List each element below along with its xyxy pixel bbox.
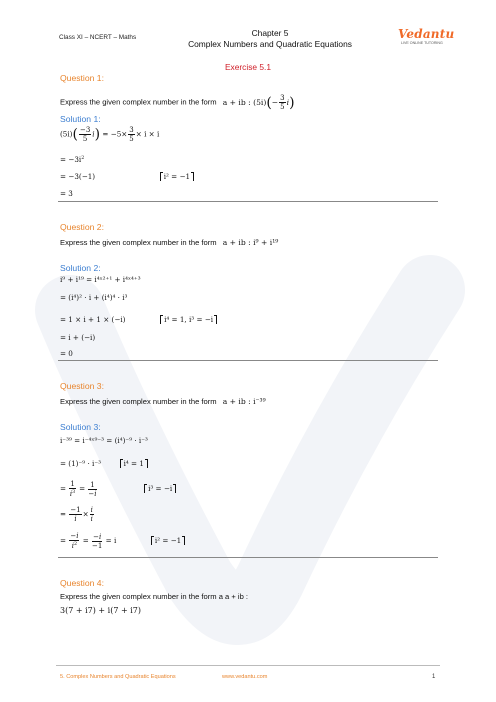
logo-wordmark: Vedantu <box>398 27 455 41</box>
footer-divider <box>56 665 440 666</box>
vedantu-logo <box>398 25 454 45</box>
solution-3-line-3: = $\frac{1}{i^3}$ = $\frac{1}{-i}$ i³ = −i <box>60 480 176 498</box>
solution-1-line-1: (5i)( $\frac{-3}{5}$ i) = −5× $\frac{3}{5}$ × i × i <box>60 126 160 143</box>
divider <box>58 360 438 361</box>
sol2-note: i⁴ = 1, i³ = −i <box>160 315 217 324</box>
question-2-expr: a + ib : i⁹ + i¹⁹ <box>222 238 279 247</box>
solution-2-line-1: i⁹ + i¹⁹ = i⁴ˣ²⁺¹ + i⁴ˣ⁴⁺³ <box>60 275 141 284</box>
footer-website-link[interactable]: www.vedantu.com <box>222 674 268 680</box>
question-1-expr-text: a + ib : (5i) <box>222 97 267 107</box>
sol1-l1-b: = −5× <box>102 129 128 139</box>
solution-1-line-4: = 3 <box>60 189 73 198</box>
question-4-title: Question 4: <box>60 578 104 588</box>
solution-3-line-4: = $\frac{-1}{i}$ × $\frac{i}{i}$ <box>60 506 93 523</box>
question-1-title: Question 1: <box>60 73 104 83</box>
solution-2-line-5: = 0 <box>60 349 73 358</box>
solution-1-title: Solution 1: <box>60 114 101 124</box>
sol3-l5: = i <box>105 536 117 545</box>
question-2-title: Question 2: <box>60 222 104 232</box>
page-number: 1 <box>432 674 436 680</box>
solution-1-line-3 <box>60 172 194 181</box>
question-4-text: Express the given complex number in the form a a + ib : <box>60 592 249 601</box>
question-3-text <box>60 397 266 406</box>
question-3-expr: a + ib : i⁻³⁹ <box>222 397 266 406</box>
question-3-title: Question 3: <box>60 381 104 391</box>
solution-2-line-4: = i + (−i) <box>60 333 96 342</box>
divider <box>58 557 438 558</box>
solution-3-line-2 <box>60 459 148 468</box>
sol1-l1-a: (5i) <box>60 129 73 139</box>
solution-3-line-5: = $\frac{-i}{i^2}$ = $\frac{-i}{-1}$ = i i² = −1 <box>60 532 185 550</box>
sol1-note: i² = −1 <box>160 172 194 181</box>
sol3-l2: = (1)⁻⁹ · i⁻³ <box>60 459 101 468</box>
solution-3-title: Solution 3: <box>60 422 101 432</box>
question-1-prompt: Express the given complex number in the form <box>60 97 217 107</box>
sol1-l1-c: × i × i <box>135 129 160 139</box>
sol3-note-3: i² = −1 <box>151 536 185 545</box>
logo-tagline: LIVE ONLINE TUTORING <box>401 41 443 45</box>
sol1-l2: = −3i <box>60 155 82 164</box>
question-4-expr: 3(7 + i7) + i(7 + i7) <box>60 606 141 615</box>
divider <box>58 201 438 202</box>
sol1-l3: = −3(−1) <box>60 172 96 181</box>
solution-2-title: Solution 2: <box>60 263 101 273</box>
solution-3-line-1: i⁻³⁹ = i⁻⁴ˣ⁹⁻³ = (i⁴)⁻⁹ · i⁻³ <box>60 436 148 445</box>
page-title <box>150 28 390 50</box>
solution-2-line-2: = (i⁴)² · i + (i⁴)⁴ · i³ <box>60 293 128 302</box>
question-1-text <box>60 94 295 111</box>
chapter-subtitle: Complex Numbers and Quadratic Equations <box>188 39 352 49</box>
footer-chapter: 5. Complex Numbers and Quadratic Equations <box>60 674 176 680</box>
exercise-heading: Exercise 5.1 <box>224 62 272 72</box>
question-2-text <box>60 238 278 247</box>
sol3-note-2: i³ = −i <box>144 484 176 493</box>
sol3-note-1: i⁴ = 1 <box>120 459 148 468</box>
chapter-title: Chapter 5 <box>251 28 289 38</box>
question-1-expr: a + ib : (5i)(− $\frac{3}{5}$ i) <box>222 94 295 111</box>
solution-1-line-2: = $-3i^2$ <box>60 155 85 164</box>
question-2-prompt: Express the given complex number in the form <box>60 238 217 247</box>
sol2-l3: = 1 × i + 1 × (−i) <box>60 315 126 324</box>
solution-2-line-3 <box>60 315 217 324</box>
question-3-prompt: Express the given complex number in the form <box>60 397 217 406</box>
class-label: Class XI – NCERT – Maths <box>59 34 137 41</box>
